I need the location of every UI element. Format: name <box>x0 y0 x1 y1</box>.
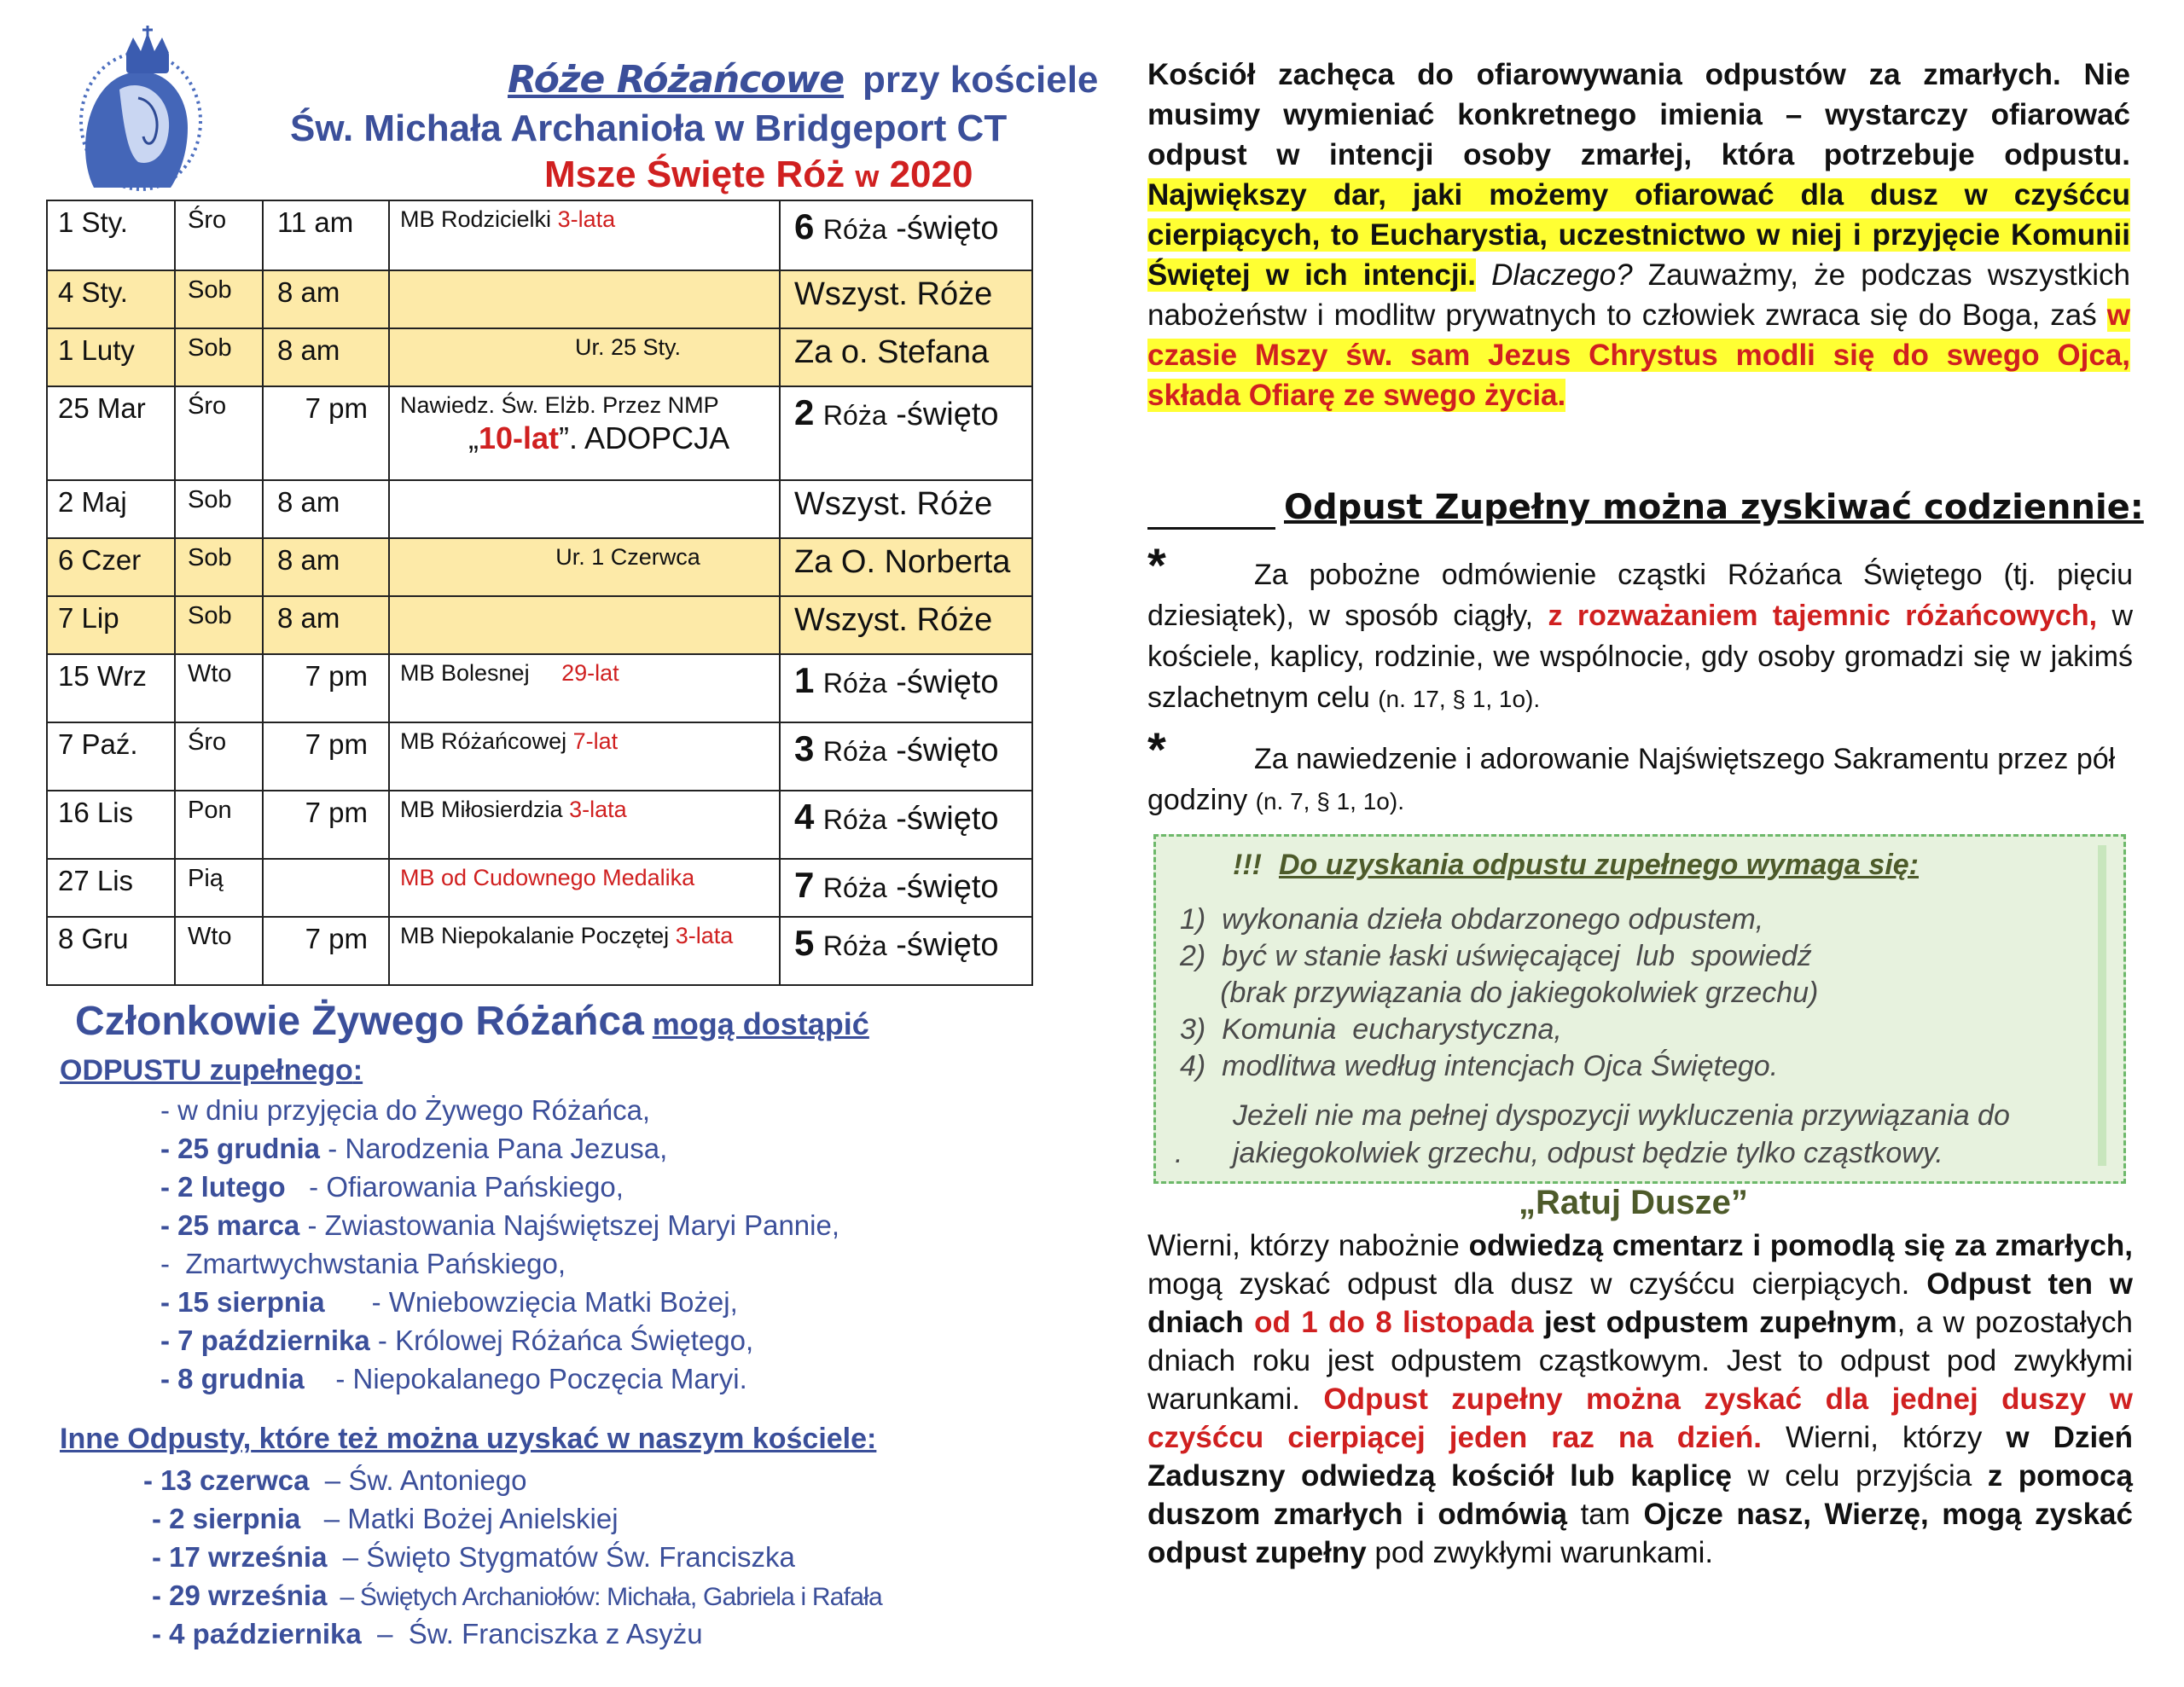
schedule-date: 7 Lip <box>47 596 175 654</box>
schedule-intention <box>389 654 780 722</box>
rose-feast: -święto <box>896 733 999 768</box>
intro-red-highlight: w czasie Mszy św. sam Jezus Chrystus modli się do swego Ojca, składa Ofiarę ze swego życia. <box>1147 299 2130 412</box>
rose-word: Róża <box>822 930 887 961</box>
feast-list-item <box>160 1133 667 1165</box>
members-title <box>75 998 869 1045</box>
schedule-time: 7 pm <box>263 917 389 985</box>
schedule-row <box>47 386 1032 480</box>
schedule-day: Sob <box>175 480 263 538</box>
requirement-item: 1) wykonania dzieła obdarzonego odpustem, <box>1180 903 1764 936</box>
feast-date: - 25 marca <box>160 1209 300 1241</box>
schedule-intention <box>389 200 780 270</box>
feast-date: - 8 grudnia <box>160 1363 305 1394</box>
feast-list-item <box>160 1171 624 1203</box>
requirements-excl: !!! <box>1233 849 1262 881</box>
schedule-rose <box>780 270 1032 328</box>
rd-t5: w celu przyjścia <box>1731 1459 1988 1493</box>
rose-feast: -święto <box>896 397 999 432</box>
rose-number: 2 <box>794 392 815 432</box>
requirements-note-2: jakiegokolwiek grzechu, odpust będzie tylko cząstkowy. <box>1233 1137 1943 1169</box>
intro-paragraph <box>1147 55 2130 415</box>
rose-feast: -święto <box>896 927 999 963</box>
title-underline <box>1147 527 1275 530</box>
schedule-intention <box>389 722 780 791</box>
schedule-intention <box>389 596 780 654</box>
feast-name: - Narodzenia Pana Jezusa, <box>320 1133 668 1164</box>
indulgence-date: - 17 września <box>152 1541 328 1573</box>
intro-text: Kościół zachęca do ofiarowywania odpustów za zmarłych. Nie musimy wymieniać konkretnego imienia – wystarczy ofiarować odpust w intencji osoby zmarłej, która potrzebuje odpustu. <box>1147 58 2130 171</box>
s1-ref: (n. 17, § 1, 1o). <box>1378 686 1541 712</box>
schedule-rose <box>780 596 1032 654</box>
schedule-time: 8 am <box>263 596 389 654</box>
header-title-line2: Św. Michała Archanioła w Bridgeport CT <box>290 107 1008 149</box>
schedule-rose <box>780 200 1032 270</box>
indulgence-name: – Matki Bożej Anielskiej <box>300 1503 619 1534</box>
feast-list-item <box>160 1248 566 1280</box>
intention-text: MB Różańcowej <box>400 728 567 754</box>
intention-text: MB od Cudownego Medalika <box>400 865 695 890</box>
feast-name: - Królowej Różańca Świętego, <box>369 1325 754 1356</box>
rose-feast: -święto <box>896 869 999 905</box>
requirement-item: 3) Komunia eucharystyczna, <box>1180 1013 1562 1046</box>
intention-years: 3-lata <box>557 206 616 232</box>
requirements-note-1: Jeżeli nie ma pełnej dyspozycji wykluczenia przywiązania do <box>1233 1099 2010 1132</box>
schedule-day: Śro <box>175 386 263 480</box>
feast-date: - 2 lutego <box>160 1171 286 1203</box>
schedule-time: 8 am <box>263 538 389 596</box>
rosary-indulgence-text <box>1147 554 2133 720</box>
schedule-rose <box>780 722 1032 791</box>
rose-number: 4 <box>794 797 815 837</box>
rose-number: 5 <box>794 923 815 963</box>
requirements-note-dot: . <box>1175 1137 1183 1169</box>
requirement-item: (brak przywiązania do jakiegokolwiek grzechu) <box>1180 977 1819 1009</box>
intention-text: MB Niepokalanie Poczętej <box>400 923 670 948</box>
inne-title-main: Inne Odpusty, <box>60 1423 252 1455</box>
schedule-rose <box>780 654 1032 722</box>
indulgence-date: - 4 października <box>152 1618 362 1649</box>
schedule-date: 25 Mar <box>47 386 175 480</box>
requirements-title <box>1233 849 1919 882</box>
schedule-date: 15 Wrz <box>47 654 175 722</box>
rose-number: 7 <box>794 865 815 905</box>
schedule-row <box>47 791 1032 859</box>
rd-t2: mogą zyskać odpust dla dusz w czyśćcu cierpiących. <box>1147 1267 1927 1301</box>
rose-number: 6 <box>794 206 815 246</box>
rose-feast: -święto <box>896 664 999 700</box>
schedule-date: 2 Maj <box>47 480 175 538</box>
rd-b4: w Dzień Zaduszny odwiedzą kościół lub kaplicę <box>1147 1421 2134 1493</box>
requirements-title-text: Do uzyskania odpustu zupełnego wymaga się: <box>1278 849 1919 881</box>
feast-date: - 25 grudnia <box>160 1133 321 1164</box>
virgin-mary-crowned-icon <box>60 26 209 196</box>
intention-text: Nawiedz. Św. Elżb. Przez NMP <box>400 392 719 418</box>
schedule-intention <box>389 791 780 859</box>
header-line3-year: 2020 <box>889 154 973 195</box>
schedule-row <box>47 480 1032 538</box>
other-indulgence-item <box>152 1580 882 1612</box>
s2-text: Za nawiedzenie i adorowanie Najświętszego Sakramentu przez pół godziny <box>1147 743 2116 816</box>
rd-b5: z pomocą duszom zmarłych i odmówią <box>1147 1459 2133 1531</box>
other-indulgence-item <box>143 1464 527 1497</box>
schedule-rose <box>780 480 1032 538</box>
indulgence-date: - 13 czerwca <box>143 1464 310 1496</box>
schedule-row <box>47 917 1032 985</box>
schedule-day: Sob <box>175 538 263 596</box>
schedule-day: Pią <box>175 859 263 917</box>
rose-text: Wszyst. Róże <box>794 486 993 522</box>
rd-r1: od 1 do 8 listopada <box>1254 1306 1534 1339</box>
requirements-box <box>1153 834 2126 1184</box>
feast-list-item <box>160 1325 753 1357</box>
ratuj-dusze-paragraph <box>1147 1226 2133 1572</box>
schedule-time: 8 am <box>263 480 389 538</box>
feast-date: - 15 sierpnia <box>160 1286 325 1318</box>
schedule-time: 7 pm <box>263 722 389 791</box>
indulgence-date: - 2 sierpnia <box>152 1503 301 1534</box>
rd-t6: tam <box>1567 1498 1644 1531</box>
schedule-rose <box>780 917 1032 985</box>
feast-name: - Wniebowzięcia Matki Bożej, <box>324 1286 738 1318</box>
schedule-day: Pon <box>175 791 263 859</box>
schedule-rose <box>780 386 1032 480</box>
intention-center-text: Ur. 1 Czerwca <box>555 544 700 570</box>
rose-text: Wszyst. Róże <box>794 602 993 638</box>
feast-list-item <box>160 1209 839 1242</box>
schedule-row <box>47 538 1032 596</box>
header-title-line1 <box>508 58 1098 101</box>
schedule-rose <box>780 859 1032 917</box>
s1-text: Za pobożne odmówienie cząstki Różańca Świętego (tj. pięciu dziesiątek), w sposób ciągły, <box>1147 559 2133 632</box>
schedule-row <box>47 654 1032 722</box>
rd-t7: pod zwykłymi warunkami. <box>1366 1536 1714 1569</box>
rd-b1: odwiedzą cmentarz i pomodlą się za zmarłych, <box>1468 1229 2134 1262</box>
rd-t4: Wierni, którzy <box>1761 1421 2007 1454</box>
schedule-date: 27 Lis <box>47 859 175 917</box>
rose-text: Za o. Stefana <box>794 334 990 370</box>
schedule-date: 8 Gru <box>47 917 175 985</box>
feast-list-item <box>160 1286 738 1319</box>
schedule-intention <box>389 328 780 386</box>
schedule-time: 7 pm <box>263 386 389 480</box>
header-line3-a: Msze Święte Róż <box>544 154 845 195</box>
intention-adopcja: ”. ADOPCJA <box>559 420 730 455</box>
rose-word: Róża <box>822 400 887 431</box>
rose-feast: -święto <box>896 801 999 837</box>
members-title-main: Członkowie Żywego Różańca <box>75 999 644 1044</box>
schedule-row <box>47 596 1032 654</box>
members-title-tail: mogą dostąpić <box>652 1006 869 1041</box>
feast-name: - w dniu przyjęcia do Żywego Różańca, <box>160 1094 651 1126</box>
other-indulgence-item <box>152 1618 703 1650</box>
intention-years: 3-lata <box>569 797 627 822</box>
inne-title-tail: które też można uzyskać w naszym kościele: <box>251 1423 877 1455</box>
schedule-time: 11 am <box>263 200 389 270</box>
rd-t3: , a w pozostałych dniach roku jest odpustem cząstkowym. Jest to odpust pod zwykłymi warunkami. <box>1147 1306 2133 1416</box>
schedule-intention <box>389 270 780 328</box>
odpustu-title <box>60 1054 363 1087</box>
schedule-date: 7 Paź. <box>47 722 175 791</box>
rd-b6: Ojcze nasz, Wierzę, mogą zyskać odpust zupełny <box>1147 1498 2133 1569</box>
rd-t1: Wierni, którzy nabożnie <box>1147 1229 1469 1262</box>
schedule-rose <box>780 791 1032 859</box>
schedule-row <box>47 328 1032 386</box>
schedule-day: Sob <box>175 270 263 328</box>
feast-name: - Niepokalanego Poczęcia Maryi. <box>304 1363 747 1394</box>
schedule-rose <box>780 328 1032 386</box>
s2-ref: (n. 7, § 1, 1o). <box>1255 788 1404 815</box>
schedule-date: 6 Czer <box>47 538 175 596</box>
feast-list-item <box>160 1363 747 1395</box>
indulgence-name: – Święto Stygmatów Św. Franciszka <box>327 1541 795 1573</box>
other-indulgence-item <box>152 1541 795 1574</box>
odpustu-label: ODPUSTU zupełnego <box>60 1054 353 1087</box>
rose-feast: -święto <box>896 211 999 246</box>
s1-red: z rozważaniem tajemnic różańcowych, <box>1548 600 2098 632</box>
intention-years: 29-lat <box>561 660 619 686</box>
schedule-time <box>263 859 389 917</box>
feast-date: - 7 października <box>160 1325 370 1356</box>
intention-years-big: 10-lat <box>479 420 560 455</box>
odpustu-colon: : <box>352 1054 363 1087</box>
schedule-day: Sob <box>175 328 263 386</box>
header-title-line3 <box>544 154 973 196</box>
intro-highlight: Największy dar, jaki możemy ofiarować dla dusz w czyśćcu cierpiących, to Eucharystia, uczestnictwo w niej i przyjęcie Komunii Świętej w ich intencji. <box>1147 178 2130 292</box>
header-highlight: Róże Różańcowe <box>508 58 845 101</box>
feast-list-item <box>160 1094 650 1127</box>
indulgence-name: – Świętych Archaniołów: Michała, Gabriela i Rafała <box>327 1583 882 1611</box>
schedule-intention <box>389 859 780 917</box>
requirement-item: 2) być w stanie łaski uświęcającej lub spowiedź <box>1180 940 1812 972</box>
rose-word: Róża <box>822 736 887 767</box>
s1-text-b: w kościele, kaplicy, rodzinie, we wspólnocie, gdy osoby gromadzi się w jakimś szlachetnym celu <box>1147 600 2133 714</box>
feast-name: - Ofiarowania Pańskiego, <box>285 1171 624 1203</box>
rd-b3: jest odpustem zupełnym <box>1533 1306 1897 1339</box>
intro-normal-text: Zauważmy, że podczas wszystkich nabożeństw i modlitw prywatnych to człowiek zwraca się do Boga, zaś <box>1147 258 2130 332</box>
schedule-time: 7 pm <box>263 654 389 722</box>
schedule-date: 16 Lis <box>47 791 175 859</box>
rose-number: 1 <box>794 660 815 700</box>
rose-text: Wszyst. Róże <box>794 276 993 312</box>
ratuj-dusze-title: „Ratuj Dusze” <box>1519 1184 1748 1221</box>
requirement-item: 4) modlitwa według intencjach Ojca Świętego. <box>1180 1050 1779 1082</box>
intention-text: MB Bolesnej <box>400 660 530 686</box>
schedule-row <box>47 859 1032 917</box>
schedule-day: Śro <box>175 722 263 791</box>
daily-indulgence-title: Odpust Zupełny można zyskiwać codziennie: <box>1284 488 2144 527</box>
indulgence-date: - 29 września <box>152 1580 328 1611</box>
feast-name: - Zwiastowania Najświętszej Maryi Pannie, <box>299 1209 840 1241</box>
intention-quote-open: „ <box>468 420 479 455</box>
schedule-day: Wto <box>175 917 263 985</box>
schedule-date: 1 Sty. <box>47 200 175 270</box>
schedule-day: Sob <box>175 596 263 654</box>
header-rest: przy kościele <box>863 59 1099 101</box>
schedule-day: Wto <box>175 654 263 722</box>
feast-name: - Zmartwychwstania Pańskiego, <box>160 1248 566 1279</box>
schedule-rose <box>780 538 1032 596</box>
adoration-indulgence-text <box>1147 739 2133 822</box>
rd-b2: Odpust ten w dniach <box>1147 1267 2133 1339</box>
schedule-date: 4 Sty. <box>47 270 175 328</box>
schedule-row <box>47 722 1032 791</box>
schedule-time: 8 am <box>263 270 389 328</box>
schedule-intention <box>389 917 780 985</box>
other-indulgence-item <box>152 1503 619 1535</box>
schedule-date: 1 Luty <box>47 328 175 386</box>
indulgence-name: – Św. Franciszka z Asyżu <box>361 1618 703 1649</box>
rose-number: 3 <box>794 728 815 768</box>
intro-question: Dlaczego? <box>1491 258 1633 292</box>
rd-r2: Odpust zupełny można zyskać dla jednej duszy w czyśćcu cierpiącej jeden raz na dzień. <box>1147 1383 2134 1454</box>
intention-years: 3-lata <box>675 923 734 948</box>
inne-title <box>60 1423 876 1456</box>
rose-text: Za O. Norberta <box>794 544 1011 580</box>
rose-word: Róża <box>822 804 887 835</box>
bullet-star-2: * <box>1147 722 1166 776</box>
schedule-day: Śro <box>175 200 263 270</box>
intention-second-line <box>400 420 770 456</box>
intention-center-text: Ur. 25 Sty. <box>574 334 682 360</box>
bullet-star-1: * <box>1147 538 1166 592</box>
rose-word: Róża <box>822 668 887 699</box>
rose-word: Róża <box>822 872 887 903</box>
header-line3-w: w <box>855 159 880 194</box>
mass-schedule-table <box>46 200 1033 986</box>
schedule-row <box>47 270 1032 328</box>
schedule-time: 7 pm <box>263 791 389 859</box>
schedule-intention <box>389 386 780 480</box>
schedule-row <box>47 200 1032 270</box>
schedule-intention <box>389 538 780 596</box>
intention-text: MB Miłosierdzia <box>400 797 563 822</box>
intention-text: MB Rodzicielki <box>400 206 552 232</box>
schedule-intention <box>389 480 780 538</box>
indulgence-name: – Św. Antoniego <box>309 1464 527 1496</box>
rose-word: Róża <box>822 214 887 245</box>
intention-years: 7-lat <box>572 728 619 754</box>
schedule-time: 8 am <box>263 328 389 386</box>
